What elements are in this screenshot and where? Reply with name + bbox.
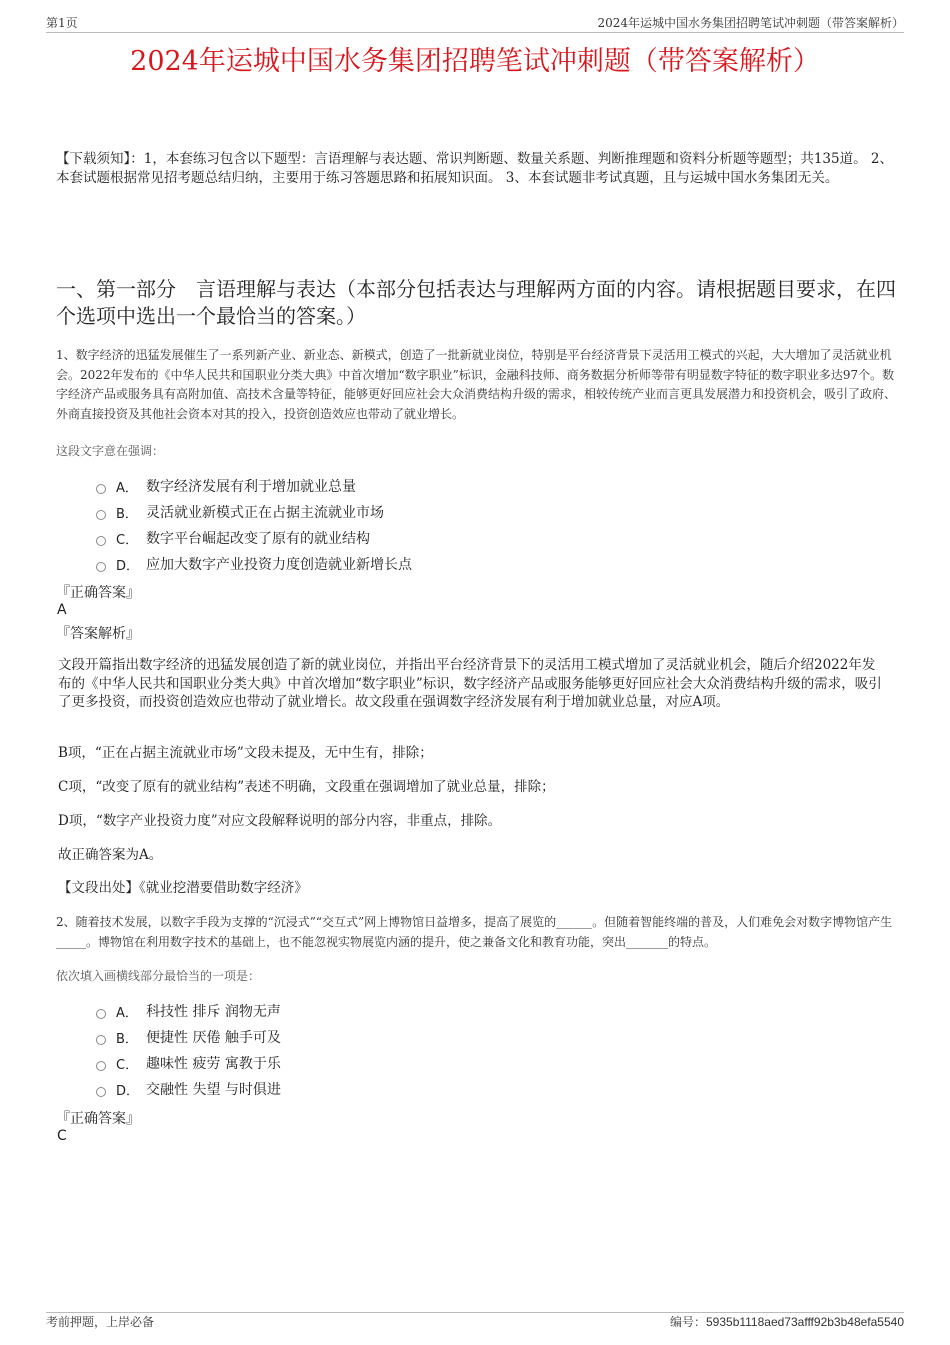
page-number: 第1页 (46, 16, 78, 30)
answer-label: 『正确答案』 (56, 1111, 140, 1127)
option-c[interactable]: C． 数字平台崛起改变了原有的就业结构 (96, 525, 796, 551)
option-b[interactable]: B． 便捷性 厌倦 触手可及 (96, 1024, 796, 1050)
answer-value: C (57, 1128, 67, 1144)
header-doc-title: 2024年运城中国水务集团招聘笔试冲刺题（带答案解析） (597, 16, 904, 30)
analysis-paragraph: B项，“正在占据主流就业市场”文段未提及，无中生有，排除； (58, 745, 433, 761)
analysis-conclusion: 故正确答案为A。 (58, 847, 163, 863)
page-header (46, 14, 904, 32)
radio-icon[interactable] (96, 1087, 106, 1097)
option-c[interactable]: C． 趣味性 疲劳 寓教于乐 (96, 1050, 796, 1076)
option-a[interactable]: A． 科技性 排斥 润物无声 (96, 998, 796, 1024)
page-title: 2024年运城中国水务集团招聘笔试冲刺题（带答案解析） (130, 46, 820, 77)
option-d[interactable]: D． 交融性 失望 与时俱进 (96, 1076, 796, 1102)
radio-icon[interactable] (96, 510, 106, 520)
radio-icon[interactable] (96, 562, 106, 572)
radio-icon[interactable] (96, 1035, 106, 1045)
answer-label: 『正确答案』 (56, 585, 140, 601)
option-d[interactable]: D． 应加大数字产业投资力度创造就业新增长点 (96, 551, 796, 577)
radio-icon[interactable] (96, 1061, 106, 1071)
option-a[interactable]: A． 数字经济发展有利于增加就业总量 (96, 473, 796, 499)
source-citation: 【文段出处】《就业挖潜要借助数字经济》 (58, 880, 308, 896)
question-1-prompt: 这段文字意在强调： (56, 444, 165, 458)
option-b[interactable]: B． 灵活就业新模式正在占据主流就业市场 (96, 499, 796, 525)
question-2-prompt: 依次填入画横线部分最恰当的一项是： (56, 969, 261, 983)
footer-slogan: 考前押题，上岸必备 (46, 1315, 155, 1329)
question-1-options (96, 473, 796, 577)
radio-icon[interactable] (96, 536, 106, 546)
question-2-options (96, 998, 796, 1102)
analysis-paragraph: 文段开篇指出数字经济的迅猛发展创造了新的就业岗位，并指出平台经济背景下的灵活用工模式增加了灵活就业机会，随后介绍2022年发布的《中华人民共和国职业分类大典》中首次增加“数字职业”标识，数字经济产品或服务能够更好回应社会大众消费结构升级的需求，吸引了更多投资，而投资创造效应也带动了就业增长。故文段重在强调数字经济发展有利于增加就业总量，对应A项。 (58, 657, 882, 710)
section-heading: 一、第一部分 言语理解与表达（本部分包括表达与理解两方面的内容。请根据题目要求，在四个选项中选出一个最恰当的答案。） (56, 277, 896, 328)
answer-value: A (57, 602, 67, 618)
analysis-paragraph: D项，“数字产业投资力度”对应文段解释说明的部分内容，非重点，排除。 (58, 813, 502, 829)
download-notice: 【下载须知】：1，本套练习包含以下题型：言语理解与表达题、常识判断题、数量关系题、判断推理题和资料分析题等题型；共135道。 2、本套试题根据常见招考题总结归纳，主要用于练习答题思路和拓展知识面。 3、本套试题非考试真题，且与运城中国水务集团无关。 (56, 151, 893, 186)
radio-icon[interactable] (96, 484, 106, 494)
document-code: 编号：5935b1118aed73afff92b3b48efa5540 (669, 1315, 904, 1329)
question-1-stem: 1、数字经济的迅猛发展催生了一系列新产业、新业态、新模式，创造了一批新就业岗位，特别是平台经济背景下灵活用工模式的兴起，大大增加了灵活就业机会。2022年发布的《中华人民共和国职业分类大典》中首次增加“数字职业”标识，金融科技师、商务数据分析师等带有明显数字特征的数字职业多达97个。数字经济产品或服务具有高附加值、高技术含量等特征，能够更好回应社会大众消费结构升级的需求，相较传统产业而言更具发展潜力和投资机会，吸引了政府、外商直接投资及其他社会资本对其的投入，投资创造效应也带动了就业增长。 (56, 348, 897, 421)
radio-icon[interactable] (96, 1009, 106, 1019)
analysis-paragraph: C项，“改变了原有的就业结构”表述不明确，文段重在强调增加了就业总量，排除； (58, 779, 555, 795)
header-divider (46, 32, 904, 33)
analysis-label: 『答案解析』 (56, 626, 140, 642)
question-2-stem: 2、随着技术发展，以数字手段为支撑的“沉浸式”“交互式”网上博物馆日益增多，提高了展览的______。但随着智能终端的普及，人们难免会对数字博物馆产生_____。博物馆在利用数字技术的基础上，也不能忽视实物展览内涵的提升，使之兼备文化和教育功能，突出_______的特点。 (56, 915, 893, 949)
page-footer (46, 1313, 904, 1329)
